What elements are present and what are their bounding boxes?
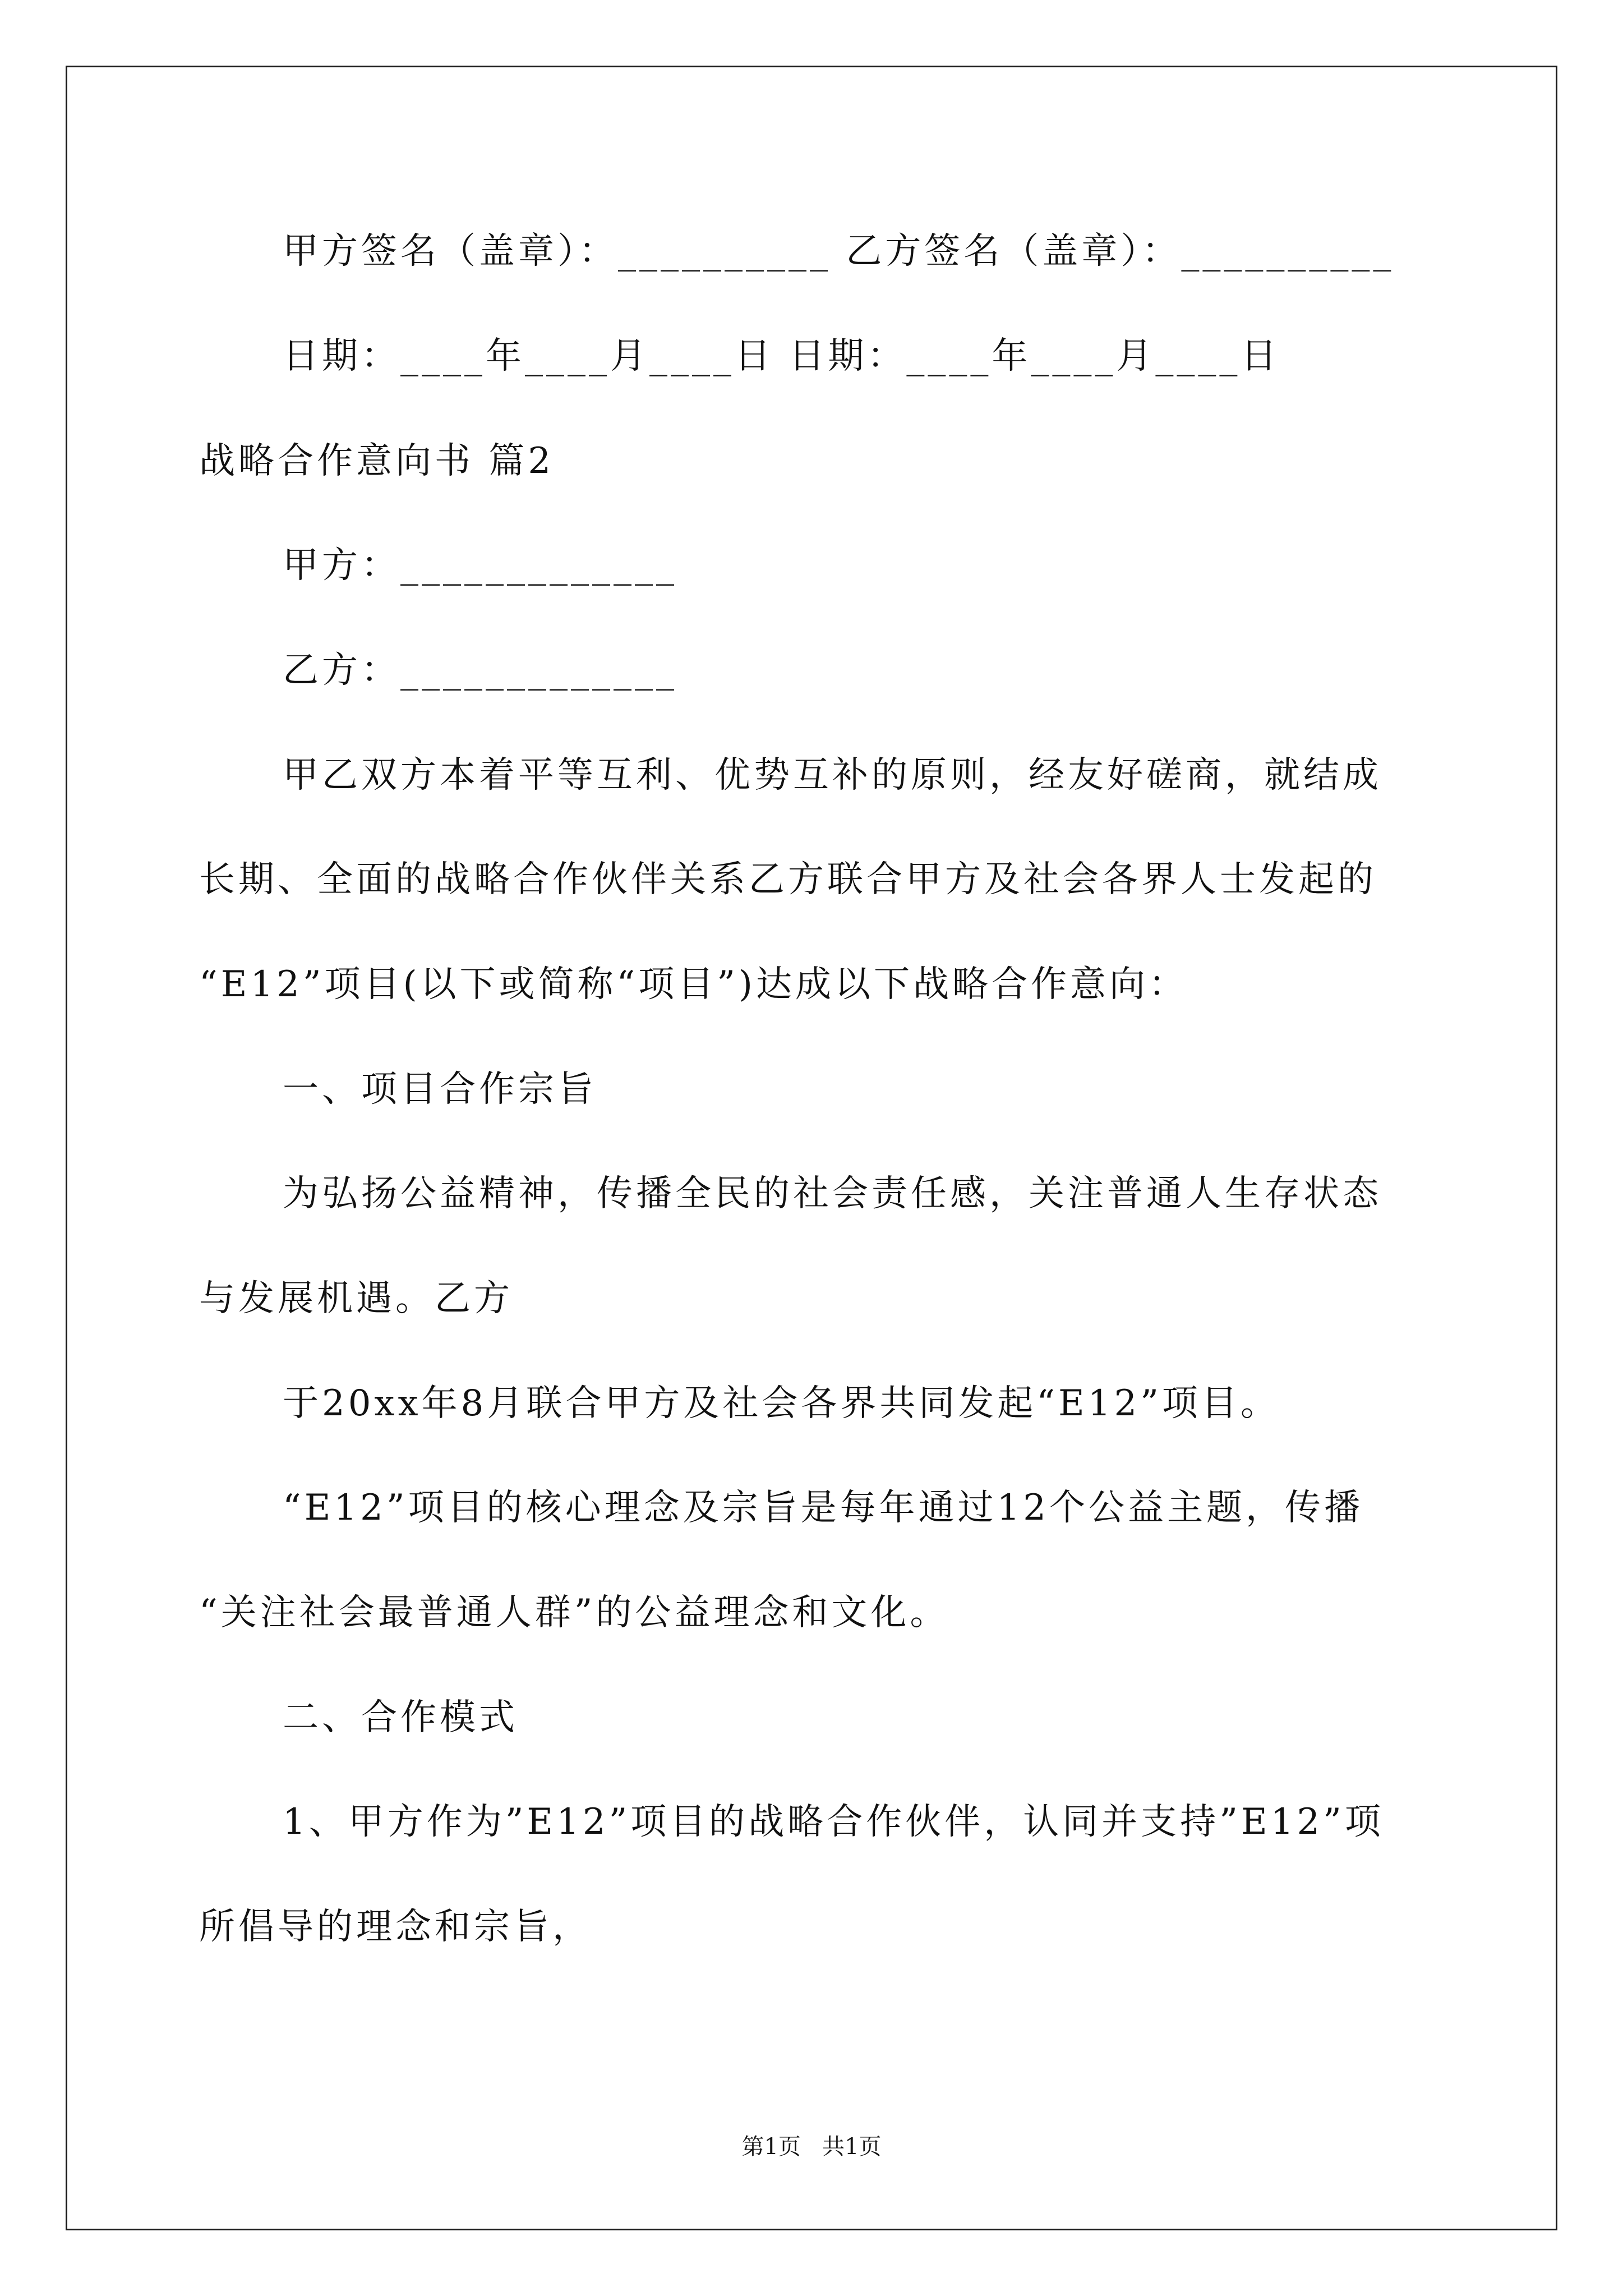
paragraph-line: 为弘扬公益精神，传播全民的社会责任感，关注普通人生存状态 bbox=[283, 1173, 1382, 1214]
paragraph-line: 于20xx年8月联合甲方及社会各界共同发起“E12”项目。 bbox=[283, 1383, 1280, 1424]
page-footer: 第1页 共1页 bbox=[741, 2134, 882, 2160]
paragraph-line: “关注社会最普通人群”的公益理念和文化。 bbox=[199, 1592, 949, 1634]
paragraph-line: 1、甲方作为”E12”项目的战略合作伙伴，认同并支持”E12”项 bbox=[283, 1801, 1384, 1843]
paragraph-line: “E12”项目的核心理念及宗旨是每年通过12个公益主题，传播 bbox=[283, 1487, 1364, 1529]
heading-mode: 二、合作模式 bbox=[283, 1697, 518, 1738]
party-a-line: 甲方：_____________ bbox=[283, 545, 677, 586]
heading-purpose: 一、项目合作宗旨 bbox=[283, 1069, 597, 1110]
date-line: 日期：____年____月____日 日期：____年____月____日 bbox=[283, 335, 1280, 377]
paragraph-line: 与发展机遇。乙方 bbox=[199, 1278, 513, 1319]
paragraph-line: 所倡导的理念和宗旨， bbox=[199, 1906, 592, 1948]
paragraph-line: 长期、全面的战略合作伙伴关系乙方联合甲方及社会各界人士发起的 bbox=[199, 859, 1377, 900]
signature-line: 甲方签名（盖章）：__________ 乙方签名（盖章）：__________ bbox=[283, 231, 1395, 272]
paragraph-line: 甲乙双方本着平等互利、优势互补的原则，经友好磋商，就结成 bbox=[283, 754, 1382, 796]
party-b-line: 乙方：_____________ bbox=[283, 650, 677, 691]
section-title: 战略合作意向书 篇2 bbox=[199, 440, 555, 482]
paragraph-line: “E12”项目(以下或简称“项目”)达成以下战略合作意向： bbox=[199, 964, 1188, 1005]
